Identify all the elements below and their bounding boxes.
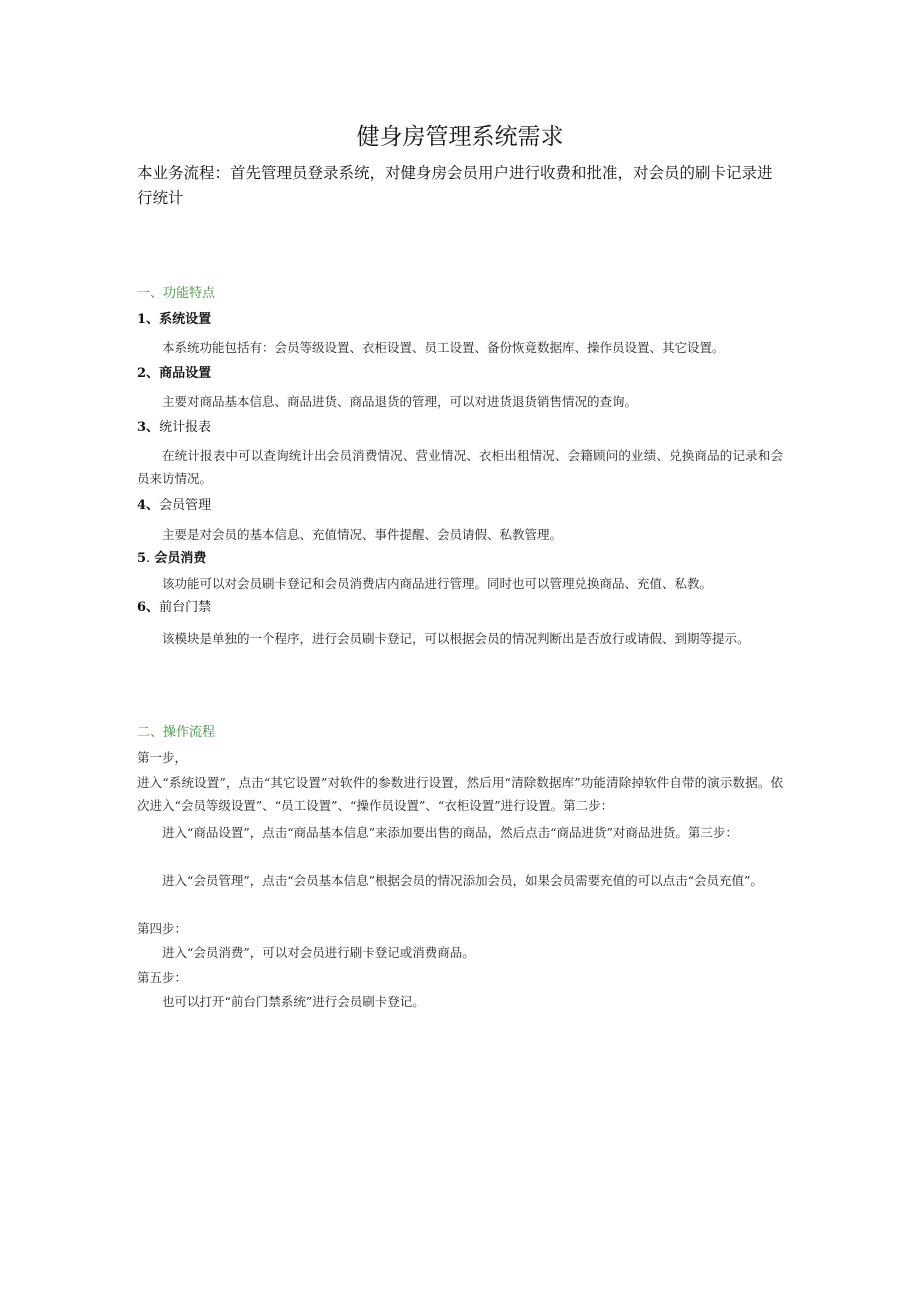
feature-separator: 、 (146, 600, 160, 615)
feature-number: 4 (137, 498, 147, 513)
feature-number: 2 (137, 366, 147, 381)
feature-label: 前台门禁 (159, 600, 212, 615)
workflow-step-text: 进入“会员管理”，点击“会员基本信息”根据会员的情况添加会员，如果会员需要充值的可以点击“会员充值”。 (162, 873, 763, 888)
feature-number: 6 (137, 600, 147, 615)
workflow-step-label: 第一步， (137, 750, 188, 765)
feature-label: 会员管理 (159, 498, 212, 513)
feature-separator: 、 (146, 366, 160, 381)
feature-number: 3 (137, 420, 147, 435)
feature-item-heading (137, 549, 206, 569)
feature-label: 会员消费 (154, 551, 207, 566)
section-heading-features: 一、功能特点 (137, 286, 216, 301)
feature-separator: 、 (146, 420, 160, 435)
feature-separator: 、 (146, 312, 160, 327)
feature-description: 该功能可以对会员刷卡登记和会员消费店内商品进行管理。同时也可以管理兑换商品、充值、私教。 (162, 576, 713, 591)
feature-item-heading (137, 418, 211, 438)
feature-separator: 、 (146, 498, 160, 513)
feature-number: 1 (137, 312, 147, 327)
feature-description: 本系统功能包括有：会员等级设置、衣柜设置、员工设置、备份恢竟数据库、操作员设置、其它设置。 (162, 340, 725, 355)
feature-label: 统计报表 (159, 420, 212, 435)
workflow-step-text: 进入“会员消费”，可以对会员进行刷卡登记或消费商品。 (162, 945, 475, 960)
workflow-step-text: 进入“商品设置”，点击“商品基本信息”来添加要出售的商品，然后点击“商品进货”对商品进货。第三步： (162, 825, 738, 840)
feature-description: 在统计报表中可以查询统计出会员消费情况、营业情况、衣柜出租情况、会籍顾问的业绩、兑换商品的记录和会员来访情况。 (137, 448, 783, 486)
feature-separator: . (146, 551, 155, 566)
feature-item-heading (137, 598, 211, 618)
intro-paragraph: 本业务流程：首先管理员登录系统，对健身房会员用户进行收费和批准，对会员的刷卡记录进行统计 (137, 164, 773, 207)
page-title: 健身房管理系统需求 (356, 124, 564, 150)
feature-item-heading (137, 496, 211, 516)
section-heading-workflow: 二、操作流程 (137, 725, 216, 740)
feature-description: 该模块是单独的一个程序，进行会员刷卡登记，可以根据会员的情况判断出是否放行或请假、到期等提示。 (162, 631, 750, 646)
workflow-step-text: 进入“系统设置”，点击“其它设置”对软件的参数进行设置，然后用“清除数据库”功能清除掉软件自带的演示数据。依次进入“会员等级设置”、“员工设置”、“操作员设置”、“衣柜设置”进行设置。第二步： (137, 775, 783, 813)
feature-label: 系统设置 (159, 312, 212, 327)
feature-description: 主要是对会员的基本信息、充值情况、事件提醒、会员请假、私教管理。 (162, 527, 563, 542)
feature-description: 主要对商品基本信息、商品进货、商品退货的管理，可以对进货退货销售情况的查询。 (162, 394, 638, 409)
workflow-step-label: 第四步： (137, 921, 188, 936)
feature-number: 5 (137, 551, 147, 566)
feature-label: 商品设置 (159, 366, 212, 381)
workflow-step-text: 也可以打开“前台门禁系统”进行会员刷卡登记。 (162, 994, 425, 1009)
feature-item-heading (137, 364, 211, 384)
workflow-step-label: 第五步： (137, 970, 188, 985)
feature-item-heading (137, 310, 211, 330)
